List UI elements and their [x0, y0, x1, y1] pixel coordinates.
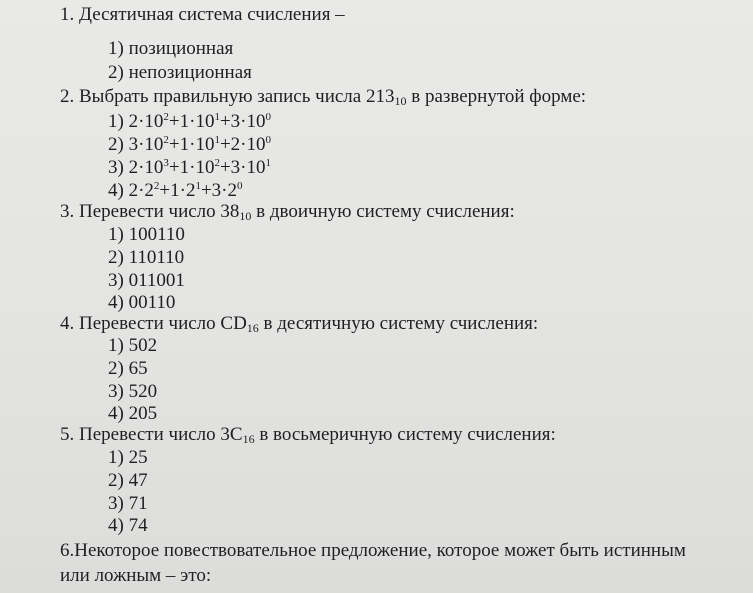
question-3-option-4: 4) 00110 — [108, 292, 176, 313]
question-2-option-2: 2) $3\cdot 10^2+1\cdot 10^1+2\cdot 10^0$ — [108, 134, 271, 155]
question-3-option-2: 2) 110110 — [108, 247, 185, 268]
question-2-text — [60, 86, 586, 108]
question-6-line-1: 6.Некоторое повествовательное предложение, которое может быть истинным — [60, 540, 686, 561]
question-1-text: 1. Десятичная система счисления – — [60, 4, 345, 25]
question-5-option-1: 1) 25 — [108, 447, 148, 468]
question-1-option-2: 2) непозиционная — [108, 62, 252, 83]
question-4-option-3: 3) 520 — [108, 381, 158, 402]
question-4-option-1: 1) 502 — [108, 335, 158, 356]
question-5-option-3: 3) 71 — [108, 493, 148, 514]
question-5-option-4: 4) 74 — [108, 515, 148, 536]
question-4-option-4: 4) 205 — [108, 403, 158, 424]
question-2-base: 10 — [394, 94, 407, 108]
question-2-option-1: 1) $2\cdot 10^2+1\cdot 10^1+3\cdot 10^0$ — [108, 111, 271, 132]
question-5-option-2: 2) 47 — [108, 470, 148, 491]
question-2-option-4: 4) $2\cdot 2^2+1\cdot 2^1+3\cdot 2^0$ — [108, 180, 243, 201]
question-5-text: 5. Перевести число $3C_{16}$ в восьмеричную систему счисления: — [60, 424, 556, 446]
question-1-option-1: 1) позиционная — [108, 38, 234, 59]
question-3-text: 3. Перевести число $38_{10}$ в двоичную систему счисления: — [60, 201, 515, 223]
question-6-line-2: или ложным – это: — [60, 565, 212, 586]
question-2-option-3: 3) $2\cdot 10^3+1\cdot 10^2+3\cdot 10^1$ — [108, 157, 271, 178]
question-4-option-2: 2) 65 — [108, 358, 148, 379]
question-3-option-1: 1) 100110 — [108, 224, 185, 245]
question-3-option-3: 3) 011001 — [108, 270, 185, 291]
question-4-text: 4. Перевести число $CD_{16}$ в десятичную систему счисления: — [60, 313, 539, 335]
question-2-pre: 2. Выбрать правильную запись числа 213 — [60, 86, 395, 107]
question-2-post: в развернутой форме: — [406, 86, 587, 107]
